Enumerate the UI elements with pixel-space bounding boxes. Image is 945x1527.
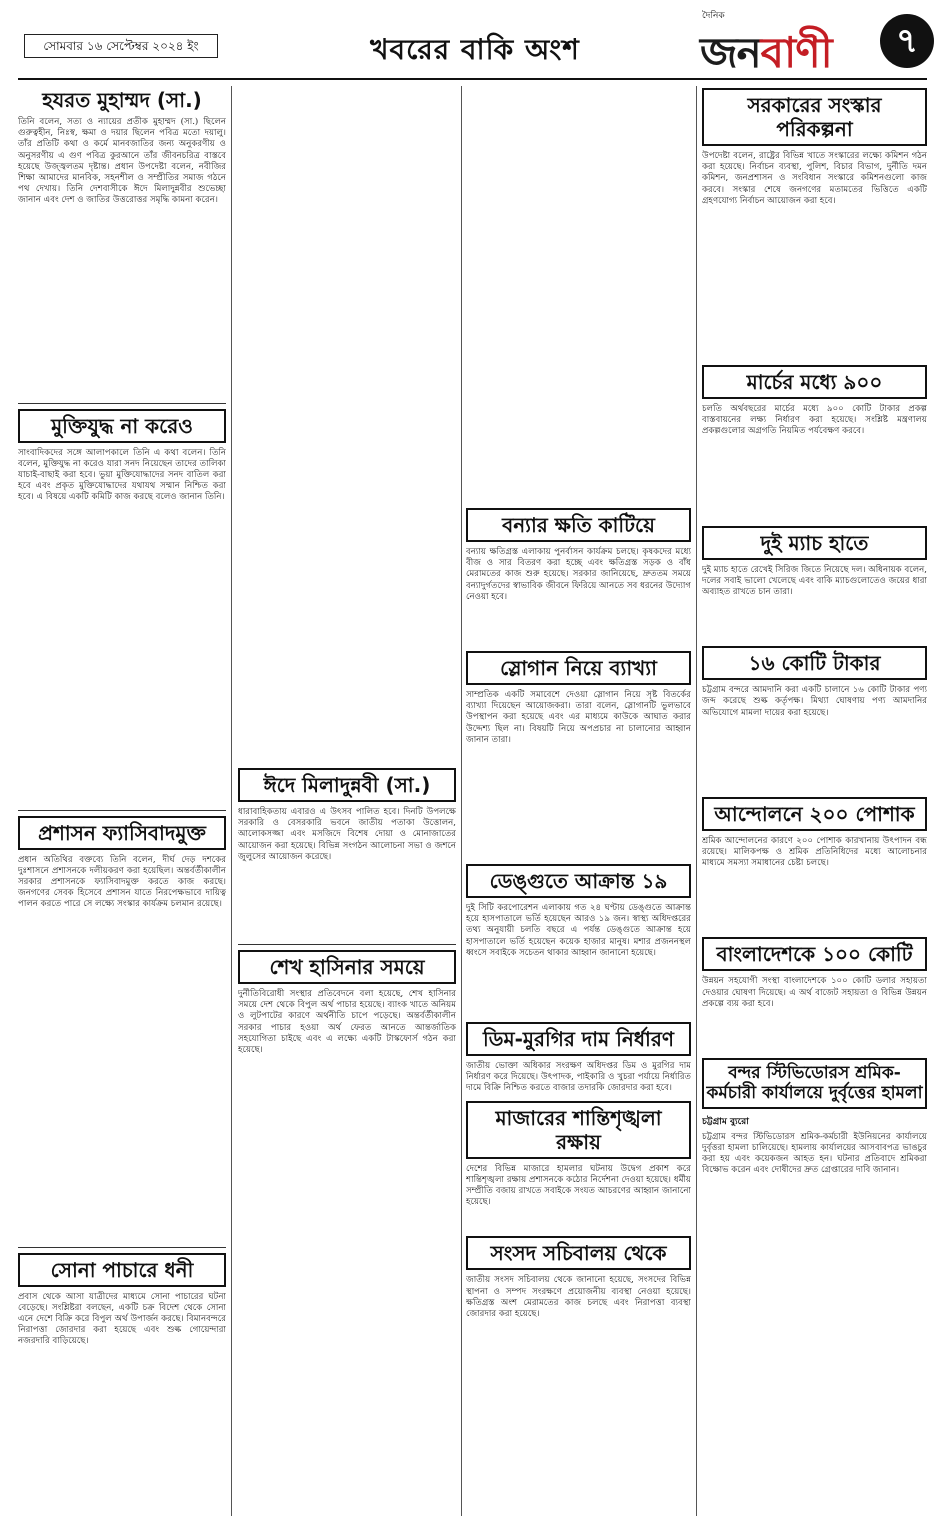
article-title: সোনা পাচারে ধনী bbox=[18, 1253, 226, 1287]
column-3 bbox=[466, 86, 691, 1516]
article-andolon bbox=[702, 797, 927, 870]
column-2 bbox=[238, 86, 456, 1516]
article-majar bbox=[466, 1101, 691, 1209]
article-title: ডেঙ্গুতে আক্রান্ত ১৯ bbox=[466, 864, 691, 898]
article-sheikh-hasina bbox=[238, 950, 456, 1056]
article-title: হযরত মুহাম্মদ (সা.) bbox=[42, 88, 202, 112]
article-bonnya bbox=[466, 508, 691, 603]
article-title: শেখ হাসিনার সময়ে bbox=[238, 950, 456, 984]
article-body: উপদেষ্টা বলেন, রাষ্ট্রের বিভিন্ন খাতে সংস্কারের লক্ষ্যে কমিশন গঠন করা হয়েছে। নির্বাচন ব্যবস্থা, পুলিশ, বিচার বিভাগ, দুর্নীতি দমন কমিশন, জনপ্রশাসন ও সংবিধান সংস্কারে কমিশনগুলো কাজ করবে। সংস্কার শেষে জনগণের মতামতের ভিত্তিতে একটি গ্রহণযোগ্য নির্বাচন আয়োজন করা হবে। bbox=[702, 151, 927, 206]
article-eid-miladunnabi bbox=[238, 768, 456, 863]
article-body: জাতীয় ভোক্তা অধিকার সংরক্ষণ অধিদপ্তর ডিম ও মুরগির দাম নির্ধারণ করে দিয়েছে। উৎপাদক, পাইকারি ও খুচরা পর্যায়ে নির্ধারিত দামে বিক্রি নিশ্চিত করতে বাজার তদারকি জোরদার করা হবে। bbox=[466, 1061, 691, 1094]
column-divider bbox=[461, 86, 462, 1516]
article-byline: চট্টগ্রাম ব্যুরো bbox=[702, 1116, 749, 1127]
article-body: দুই ম্যাচ হাতে রেখেই সিরিজ জিতে নিয়েছে দল। অধিনায়ক বলেন, দলের সবাই ভালো খেলেছে এবং বাকি ম্যাচগুলোতেও জয়ের ধারা অব্যাহত রাখতে চান তারা। bbox=[702, 564, 927, 598]
article-title: মুক্তিযুদ্ধ না করেও bbox=[18, 409, 226, 443]
article-sangsad bbox=[466, 1236, 691, 1320]
article-body: ধারাবাহিকতায় এবারও এ উৎসব পালিত হবে। দিনটি উপলক্ষে সরকারি ও বেসরকারি ভবনে জাতীয় পতাকা উত্তোলন, আলোকসজ্জা এবং মসজিদে বিশেষ দোয়া ও মোনাজাতের আয়োজন করা হয়েছে। বিভিন্ন সংগঠন আলোচনা সভা ও জশনে জুলুসের আয়োজন করেছে। bbox=[238, 807, 456, 862]
article-dengue bbox=[466, 864, 691, 959]
article-dui-match bbox=[702, 526, 927, 599]
header-rule bbox=[18, 78, 927, 80]
article-bondor-hamla bbox=[702, 1058, 927, 1177]
column-divider bbox=[231, 86, 232, 1516]
article-body: বন্যায় ক্ষতিগ্রস্ত এলাকায় পুনর্বাসন কার্যক্রম চলছে। কৃষকদের মধ্যে বীজ ও সার বিতরণ করা হচ্ছে এবং ক্ষতিগ্রস্ত সড়ক ও বাঁধ মেরামতের কাজ শুরু হয়েছে। সরকার জানিয়েছে, দ্রুততম সময়ে বন্যাদুর্গতদের স্বাভাবিক জীবনে ফিরিয়ে আনতে সব ধরনের উদ্যোগ নেওয়া হবে। bbox=[466, 547, 691, 602]
article-body: চলতি অর্থবছরের মার্চের মধ্যে ৯০০ কোটি টাকার প্রকল্প বাস্তবায়নের লক্ষ্য নির্ধারণ করা হয়েছে। সংশ্লিষ্ট মন্ত্রণালয় প্রকল্পগুলোর অগ্রগতি নিয়মিত পর্যবেক্ষণ করবে। bbox=[702, 404, 927, 437]
article-dim-murgi bbox=[466, 1022, 691, 1095]
article-title: বন্দর স্টিভিডোরস শ্রমিক-কর্মচারী কার্যালয়ে দুর্বৃত্তের হামলা bbox=[702, 1058, 927, 1109]
article-body: সাম্প্রতিক একটি সমাবেশে দেওয়া স্লোগান নিয়ে সৃষ্ট বিতর্কের ব্যাখ্যা দিয়েছেন আয়োজকরা। তারা বলেন, স্লোগানটি ভুলভাবে উপস্থাপন করা হয়েছে এবং এর মাধ্যমে কাউকে আঘাত করার উদ্দেশ্য ছিল না। বিষয়টি নিয়ে অপপ্রচার না চালানোর আহ্বান জানান তারা। bbox=[466, 690, 691, 745]
article-title: ডিম-মুরগির দাম নির্ধারণ bbox=[466, 1022, 691, 1056]
column-divider bbox=[696, 86, 697, 1516]
article-title: আন্দোলনে ২০০ পোশাক bbox=[702, 797, 927, 831]
article-title: প্রশাসন ফ্যাসিবাদমুক্ত bbox=[18, 816, 226, 850]
brand-prefix: দৈনিক bbox=[702, 11, 725, 21]
article-title: স্লোগান নিয়ে ব্যাখ্যা bbox=[466, 651, 691, 685]
page-header bbox=[0, 0, 945, 78]
article-muktijuddho bbox=[18, 409, 226, 804]
article-proshashon bbox=[18, 816, 226, 1241]
article-body: দুর্নীতিবিরোধী সংস্থার প্রতিবেদনে বলা হয়েছে, শেখ হাসিনার সময়ে দেশ থেকে বিপুল অর্থ পাচার হয়েছে। ব্যাংক খাতে অনিয়ম ও লুটপাটের কারণে অর্থনীতি চাপে পড়েছে। অন্তর্বর্তীকালীন সরকার পাচার হওয়া অর্থ ফেরত আনতে আন্তর্জাতিক সহযোগিতা চাইছে এবং এ লক্ষ্যে একটি টাস্কফোর্স গঠন করা হয়েছে। bbox=[238, 989, 456, 1056]
article-shona-pachar bbox=[18, 1253, 226, 1348]
article-body: শ্রমিক আন্দোলনের কারণে ২০০ পোশাক কারখানায় উৎপাদন বন্ধ রয়েছে। মালিকপক্ষ ও শ্রমিক প্রতিনিধিদের মধ্যে আলোচনার মাধ্যমে সমস্যা সমাধানের চেষ্টা চলছে। bbox=[702, 835, 927, 869]
article-16-koti bbox=[702, 646, 927, 719]
article-body: জাতীয় সংসদ সচিবালয় থেকে জানানো হয়েছে, সংসদের বিভিন্ন স্থাপনা ও সম্পদ সংরক্ষণে প্রয়োজনীয় ব্যবস্থা নেওয়া হয়েছে। ক্ষতিগ্রস্ত অংশ মেরামতের কাজ চলছে এবং নিরাপত্তা ব্যবস্থা জোরদার করা হয়েছে। bbox=[466, 1275, 691, 1320]
article-body: প্রধান অতিথির বক্তব্যে তিনি বলেন, দীর্ঘ দেড় দশকের দুঃশাসনে প্রশাসনকে দলীয়করণ করা হয়েছিল। অন্তর্বর্তীকালীন সরকার প্রশাসনকে ফ্যাসিবাদমুক্ত করতে কাজ করছে। জনগণের সেবক হিসেবে প্রশাসন যাতে নিরপেক্ষভাবে দায়িত্ব পালন করতে পারে সে লক্ষ্যে সংস্কার কার্যক্রম চলমান রয়েছে। bbox=[18, 854, 226, 910]
article-songskar bbox=[702, 88, 927, 207]
article-title: দুই ম্যাচ হাতে bbox=[702, 526, 927, 560]
article-bangladesh-100 bbox=[702, 937, 927, 1010]
article-title: সংসদ সচিবালয় থেকে bbox=[466, 1236, 691, 1270]
article-body: চট্টগ্রাম বন্দর স্টিভিডোরস শ্রমিক-কর্মচারী ইউনিয়নের কার্যালয়ে দুর্বৃত্তরা হামলা চালিয়েছে। হামলায় কার্যালয়ের আসবাবপত্র ভাঙচুর করা হয় এবং কয়েকজন আহত হন। ঘটনার প্রতিবাদে শ্রমিকরা বিক্ষোভ করেন এবং দোষীদের দ্রুত গ্রেপ্তারের দাবি জানান। bbox=[702, 1131, 927, 1176]
article-body: চট্টগ্রাম বন্দরে আমদানি করা একটি চালানে ১৬ কোটি টাকার পণ্য জব্দ করেছে শুল্ক কর্তৃপক্ষ। মিথ্যা ঘোষণায় পণ্য আমদানির অভিযোগে মামলা দায়ের করা হয়েছে। bbox=[702, 685, 927, 718]
article-body: উন্নয়ন সহযোগী সংস্থা বাংলাদেশকে ১০০ কোটি ডলার সহায়তা দেওয়ার ঘোষণা দিয়েছে। এ অর্থ বাজেট সহায়তা ও বিভিন্ন উন্নয়ন প্রকল্পে ব্যয় করা হবে। bbox=[702, 976, 927, 1009]
issue-date: সোমবার ১৬ সেপ্টেম্বর ২০২৪ ইং bbox=[24, 34, 218, 58]
article-body: সাংবাদিকদের সঙ্গে আলাপকালে তিনি এ কথা বলেন। তিনি বলেন, মুক্তিযুদ্ধ না করেও যারা সনদ নিয়েছেন তাদের তালিকা যাচাই-বাছাই করা হবে। ভুয়া মুক্তিযোদ্ধাদের সনদ বাতিল করা হবে এবং প্রকৃত মুক্তিযোদ্ধাদের যথাযথ সম্মান নিশ্চিত করা হবে। এ বিষয়ে একটি কমিটি কাজ করছে বলেও জানান তিনি। bbox=[18, 447, 226, 503]
brand-name: জনবাণী bbox=[700, 28, 832, 77]
page-number: ৭ bbox=[880, 14, 934, 68]
article-body-continued bbox=[18, 207, 226, 397]
article-march bbox=[702, 365, 927, 438]
article-slogan bbox=[466, 651, 691, 746]
article-title: মাজারের শান্তিশৃঙ্খলা রক্ষায় bbox=[466, 1101, 691, 1159]
article-title: সরকারের সংস্কার পরিকল্পনা bbox=[702, 88, 927, 146]
article-body: তিনি বলেন, সত্য ও ন্যায়ের প্রতীক মুহাম্মদ (সা.) ছিলেন গুরুত্বহীন, নিঃস্ব, ক্ষমা ও দয়ার ছিলেন পবিত্র মতো দয়ালু। তাঁর প্রতিটি কথা ও কর্মে মানবজাতির জন্য অনুকরণীয় ও অনুসরণীয় এ গুণ পবিত্র কুরআনে তাঁর জীবনচরিত্র বাস্তবে হয়েছে উজ্জ্বলতম দৃষ্টান্ত। প্রধান উপদেষ্টা বলেন, নবীজির শিক্ষা আমাদের মানবিক, সহনশীল ও সম্প্রীতির সমাজ গঠনে পথ দেখায়। তিনি দেশবাসীকে ঈদে মিলাদুন্নবীর শুভেচ্ছা জানান এবং দেশ ও জাতির উত্তরোত্তর সমৃদ্ধি কামনা করেন। bbox=[18, 117, 226, 206]
column-4 bbox=[702, 86, 927, 1516]
article-hazrat-muhammad bbox=[18, 88, 226, 397]
article-title: বাংলাদেশকে ১০০ কোটি bbox=[702, 937, 927, 971]
article-title: ঈদে মিলাদুন্নবী (সা.) bbox=[238, 768, 456, 802]
article-title: মার্চের মধ্যে ৯০০ bbox=[702, 365, 927, 399]
article-body: প্রবাস থেকে আসা যাত্রীদের মাধ্যমে সোনা পাচারের ঘটনা বেড়েছে। সংশ্লিষ্টরা বলছেন, একটি চক্র বিদেশ থেকে সোনা এনে দেশে বিক্রি করে বিপুল অর্থ উপার্জন করছে। বিমানবন্দরে নিরাপত্তা জোরদার করা হয়েছে এবং শুল্ক গোয়েন্দারা নজরদারি বাড়িয়েছে। bbox=[18, 1291, 226, 1347]
newspaper-logo bbox=[690, 8, 940, 77]
article-title: বন্যার ক্ষতি কাটিয়ে bbox=[466, 508, 691, 542]
article-body: দেশের বিভিন্ন মাজারে হামলার ঘটনায় উদ্বেগ প্রকাশ করে শান্তিশৃঙ্খলা রক্ষায় প্রশাসনকে কঠোর নির্দেশনা দেওয়া হয়েছে। ধর্মীয় সম্প্রীতি বজায় রাখতে সবাইকে সংযত আচরণের আহ্বান জানানো হয়েছে। bbox=[466, 1163, 691, 1208]
article-title: ১৬ কোটি টাকার bbox=[702, 646, 927, 680]
column-1 bbox=[18, 86, 226, 1516]
article-body: দুই সিটি করপোরেশন এলাকায় গত ২৪ ঘণ্টায় ডেঙ্গুতে আক্রান্ত হয়ে হাসপাতালে ভর্তি হয়েছেন আরও ১৯ জন। স্বাস্থ্য অধিদপ্তরের তথ্য অনুযায়ী চলতি বছরে এ পর্যন্ত ডেঙ্গুতে আক্রান্ত হয়ে হাসপাতালে ভর্তি হয়েছেন কয়েক হাজার মানুষ। মশার প্রজননস্থল ধ্বংসে সবাইকে সচেতন থাকার আহ্বান জানানো হয়েছে। bbox=[466, 903, 691, 958]
section-title: খবরের বাকি অংশ bbox=[370, 33, 580, 66]
